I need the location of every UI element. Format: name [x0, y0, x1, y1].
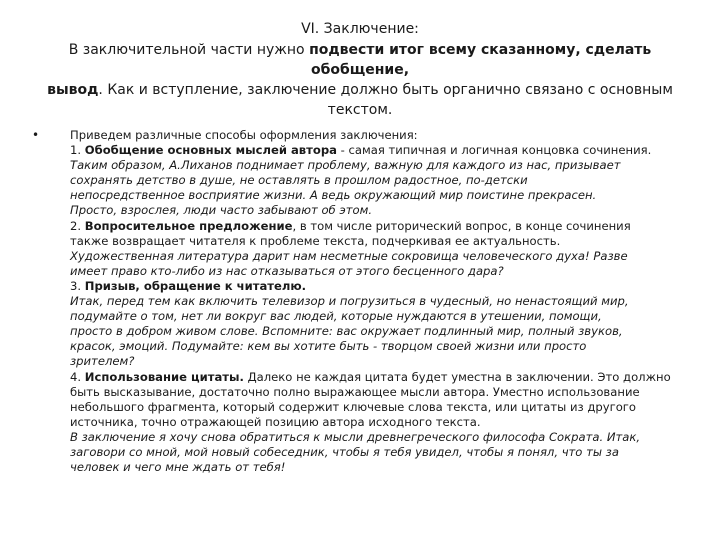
method-1-title: Обобщение основных мыслей автора — [84, 143, 337, 158]
method-4-desc-line: быть высказывание, достаточно полно выражающее мысли автора. Уместно использование — [70, 384, 640, 399]
method-3-example-line: красок, эмоций. Подумайте: кем вы хотите быть - творцом своей жизни или просто — [70, 339, 587, 354]
method-2-heading — [70, 219, 672, 234]
method-3-number: 3. — [70, 278, 85, 293]
method-2-number: 2. — [70, 218, 85, 233]
method-1-heading — [70, 143, 672, 158]
slide-title: VI. Заключение: — [301, 21, 419, 37]
method-3-example-line: подумайте о том, нет ли вокруг вас людей, которые нуждаются в утешении, помощи, — [70, 309, 602, 324]
lead-line: Приведем различные способы оформления заключения: — [70, 128, 418, 142]
method-1-example-line: Просто, взрослея, люди часто забывают об этом. — [70, 203, 373, 218]
method-4-number: 4. — [70, 369, 85, 384]
method-2-title: Вопросительное предложение — [84, 218, 293, 233]
intro-line2-bold: вывод — [47, 82, 99, 98]
method-1-example-line: непосредственное восприятие жизни. А ведь окружающий мир поистине прекрасен. — [70, 188, 597, 203]
method-2-example-line: имеет право кто-либо из нас отказываться от этого бесценного дара? — [70, 263, 504, 278]
method-3-example-line: Итак, перед тем как включить телевизор и погрузиться в чудесный, но ненастоящий мир, — [70, 294, 629, 309]
intro-line1-bold: подвести итог всему сказанному, сделать обобщение, — [309, 42, 652, 78]
method-4-desc-line: небольшого фрагмента, который содержит ключевые слова текста, или цитаты из другого — [70, 399, 636, 414]
intro-line2-rest: . Как и вступление, заключение должно быть органично связано с основным текстом. — [98, 82, 673, 118]
bullet-marker: • — [32, 128, 40, 142]
intro-line1-start: В заключительной части нужно — [68, 42, 310, 58]
method-4-desc: Далеко не каждая цитата будет уместна в заключении. Это должно — [243, 369, 671, 384]
method-4-heading — [70, 370, 672, 385]
method-2-desc-line: также возвращает читателя к проблеме текста, подчеркивая ее актуальность. — [70, 233, 561, 248]
method-1-number: 1. — [70, 143, 85, 158]
method-2-desc: , в том числе риторический вопрос, в конце сочинения — [292, 218, 631, 233]
methods-list — [32, 128, 672, 475]
method-4-example-line: В заключение я хочу снова обратиться к мысли древнегреческого философа Сократа. Итак, — [70, 429, 641, 444]
method-1-example-line: сохранять детство в душе, не оставлять в прошлом радостное, по-детски — [70, 173, 528, 188]
method-4-title: Использование цитаты. — [84, 369, 244, 384]
method-1-example-line: Таким образом, А.Лиханов поднимает проблему, важную для каждого из нас, призывает — [70, 158, 621, 173]
method-1-desc: - самая типичная и логичная концовка сочинения. — [336, 143, 652, 158]
method-2-example-line: Художественная литература дарит нам несметные сокровища человеческого духа! Разве — [70, 248, 628, 263]
method-3-heading — [70, 279, 672, 294]
method-4-example-line: заговори со мной, мой новый собеседник, чтобы я тебя увидел, чтобы я понял, что ты за — [70, 444, 619, 459]
method-3-example-line: зрителем? — [70, 354, 135, 369]
methods-content — [70, 128, 672, 475]
method-4-desc-line: источника, точно отражающей позицию автора исходного текста. — [70, 414, 481, 429]
method-4-example-line: человек и чего мне ждать от тебя! — [70, 460, 286, 475]
method-3-title: Призыв, обращение к читателю. — [84, 278, 307, 293]
method-3-example-line: просто в добром живом слове. Вспомните: вас окружает подлинный мир, полный звуков, — [70, 324, 623, 339]
intro-paragraph — [30, 40, 690, 120]
